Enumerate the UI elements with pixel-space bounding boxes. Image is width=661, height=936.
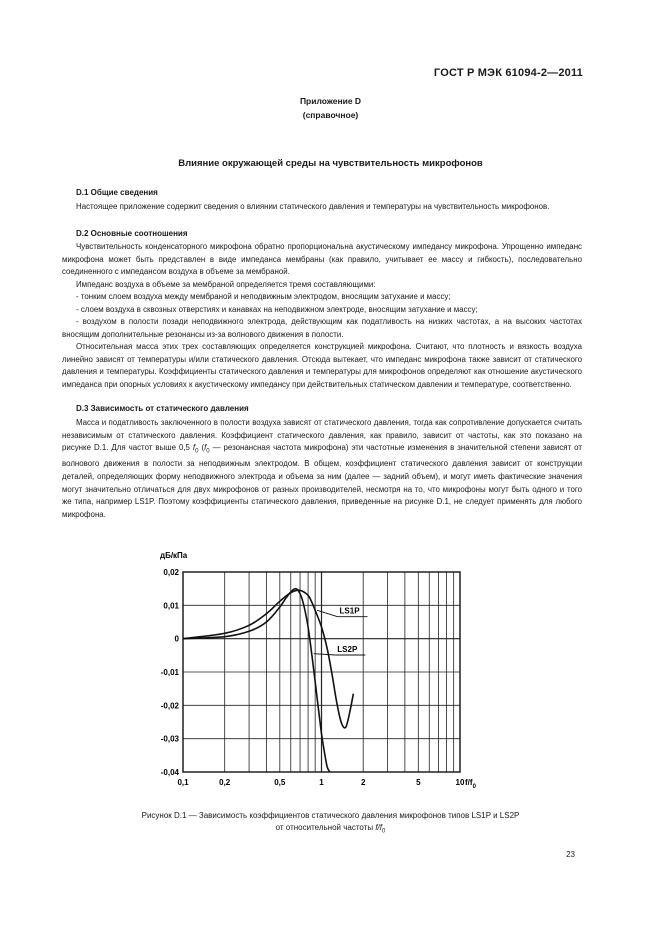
appendix-title: Приложение D <box>299 96 362 106</box>
x-tick-label: 2 <box>360 778 366 787</box>
x-tick-labels <box>177 778 465 787</box>
y-tick-label: 0 <box>174 634 179 644</box>
list-item: - слоем воздуха в сквозных отверстиях и канавках на неподвижном электроде, вносящим затухание и массу; <box>76 304 478 314</box>
figure-caption-line-2: от относительной частоты $f/f_0$ <box>275 823 386 835</box>
list-item: - тонким слоем воздуха между мембраной и неподвижным электродом, вносящим затухание и массу; <box>76 292 451 301</box>
section-d1-paragraph: Настоящее приложение содержит сведения о влиянии статического давления и температуры на чувствительность микрофонов. <box>76 202 550 211</box>
y-tick-label: 0,02 <box>163 568 179 577</box>
x-axis-label: $f/f_0$ <box>465 778 476 790</box>
section-d2-paragraph-2: Импеданс воздуха в объеме за мембраной определяется тремя составляющими: <box>76 280 376 289</box>
page-number: 23 <box>566 850 575 859</box>
y-tick-label: -0,04 <box>160 768 179 777</box>
standard-code: ГОСТ Р МЭК 61094-2—2011 <box>433 67 583 79</box>
section-d2-paragraph-1: Чувствительность конденсаторного микрофона обратно пропорциональна акустическому импедансу микрофона. Упрощенно импеданс микрофона может быть представлен в виде импеданса мембраны (как правило, учитывает ее массу и гибкость), последовательно соединенного с импедансом воздуха в объеме за мембраной. <box>62 242 582 277</box>
series-line-ls1p <box>183 590 353 728</box>
y-tick-labels <box>161 568 180 777</box>
x-tick-label: 0,5 <box>274 778 286 787</box>
x-tick-label: 0,2 <box>219 778 231 787</box>
y-tick-label: 0,01 <box>163 601 179 611</box>
section-d1-heading: D.1 Общие сведения <box>76 188 158 197</box>
list-item: - воздухом в полости позади неподвижного электрода, действующим как податливость на низких частотах, а на высоких частотах вносящим дополнительные резонансы из-за волнового движения в полости. <box>62 317 582 339</box>
chart-curves <box>183 589 353 772</box>
annotation-ls1p: LS1P <box>339 606 360 616</box>
y-tick-label: -0,01 <box>160 668 179 677</box>
annotation-leader <box>314 654 336 655</box>
y-tick-label: -0,02 <box>160 701 179 711</box>
section-d3-paragraph: Масса и податливость заключенного в полости воздуха зависят от статического давления, тогда как сопротивление допускается считать независимым от статического давления. Коэффициент статического давления, как правило, зависит от частоты, как это показано на рисунке D.1. Для частот выше 0,5 $f_0$ ($f_0$ — резонансная частота микрофона) эти частотные изменения в значительной степени зависят от волнового движения в полости за неподвижным электродом. В общем, коэффициент статического давления зависит от конструкции деталей, определяющих форму неподвижного электрода и объема за ним (далее — задний объем), и могут иметь фактические значения могут значительно отличаться для двух микрофонов от разных производителей, несмотря на то, что микрофоны могут быть одного и того же типа, например LS1P. Поэтому коэффициенты статического давления, приведенные на рисунке D.1, не следует применять для любого микрофона. <box>62 418 583 519</box>
section-d2-paragraph-3: Относительная масса этих трех составляющих определяется конструкцией микрофона. Считают, что плотность и вязкость воздуха линейно зависят от температуры и/или статического давления. Отсюда вытекает, что импеданс микрофона также зависит от статического давления и температуры. Коэффициенты статического давления и температуры для микрофонов определяют как отношение акустического импеданса при опорных условиях к акустическому импедансу при действительных статическом давлении и температуре, соответственно. <box>62 342 582 389</box>
annotation-ls2p: LS2P <box>337 645 358 654</box>
x-tick-label: 0,1 <box>177 778 189 787</box>
section-d3-heading: D.3 Зависимость от статического давления <box>76 404 249 413</box>
appendix-subtitle: (справочное) <box>302 110 359 120</box>
section-d2-heading: D.2 Основные соотношения <box>76 229 188 238</box>
y-axis-label: дБ/кПа <box>160 551 188 560</box>
section-d2-list <box>76 291 582 316</box>
chart-grid <box>183 572 460 772</box>
annotation-leader <box>317 610 337 616</box>
pressure-coefficient-chart <box>0 540 661 800</box>
x-tick-label: 10 <box>455 778 465 787</box>
y-tick-label: -0,03 <box>160 734 179 744</box>
document-title: Влияние окружающей среды на чувствительность микрофонов <box>178 158 483 169</box>
figure-caption-line-1: Рисунок D.1 — Зависимость коэффициентов статического давления микрофонов типов LS1P и LS2P <box>141 811 520 820</box>
x-tick-label: 1 <box>319 778 324 787</box>
x-tick-label: 5 <box>416 778 421 787</box>
